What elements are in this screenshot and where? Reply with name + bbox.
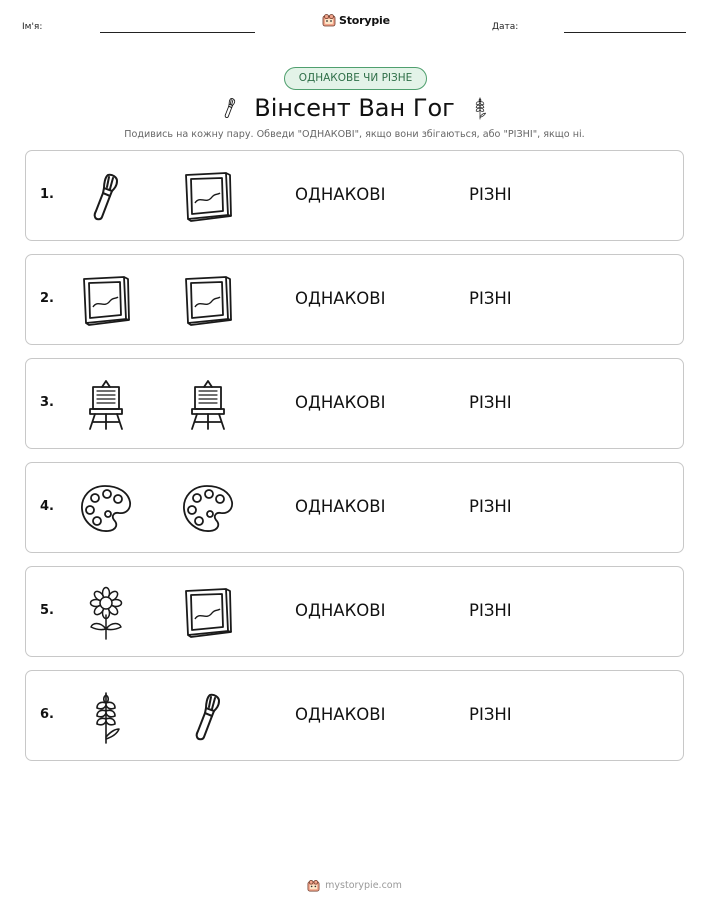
page-title: Вінсент Ван Гог (254, 94, 455, 122)
paintbrush-icon (180, 689, 236, 745)
canvas-frame-icon (180, 169, 236, 225)
same-option[interactable]: ОДНАКОВІ (295, 601, 386, 620)
question-row (25, 358, 684, 449)
question-row (25, 462, 684, 553)
mascot-icon (307, 879, 320, 892)
palette-icon (78, 481, 134, 537)
different-option[interactable]: РІЗНІ (469, 185, 512, 204)
question-row (25, 566, 684, 657)
row-number: 3. (40, 395, 54, 410)
category-tag: ОДНАКОВЕ ЧИ РІЗНЕ (284, 67, 427, 90)
footer (0, 879, 709, 892)
easel-icon (180, 377, 236, 433)
same-option[interactable]: ОДНАКОВІ (295, 705, 386, 724)
palette-icon (180, 481, 236, 537)
brand-name: Storypie (339, 13, 390, 27)
different-option[interactable]: РІЗНІ (469, 289, 512, 308)
footer-site[interactable]: mystorypie.com (325, 880, 402, 891)
row-number: 4. (40, 499, 54, 514)
different-option[interactable]: РІЗНІ (469, 497, 512, 516)
same-option[interactable]: ОДНАКОВІ (295, 289, 386, 308)
row-number: 6. (40, 707, 54, 722)
question-row (25, 670, 684, 761)
row-number: 5. (40, 603, 54, 618)
question-row (25, 150, 684, 241)
name-label: Ім'я: (22, 22, 43, 32)
canvas-frame-icon (180, 585, 236, 641)
different-option[interactable]: РІЗНІ (469, 393, 512, 412)
same-option[interactable]: ОДНАКОВІ (295, 393, 386, 412)
instructions: Подивись на кожну пару. Обведи "ОДНАКОВІ", якщо вони збігаються, або "РІЗНІ", якщо ні. (124, 129, 585, 140)
date-label: Дата: (492, 22, 519, 32)
mascot-icon (322, 13, 336, 27)
row-number: 2. (40, 291, 54, 306)
row-number: 1. (40, 187, 54, 202)
same-option[interactable]: ОДНАКОВІ (295, 185, 386, 204)
different-option[interactable]: РІЗНІ (469, 601, 512, 620)
wheat-icon (468, 92, 492, 124)
question-row (25, 254, 684, 345)
canvas-frame-icon (78, 273, 134, 329)
wheat-icon (78, 689, 134, 745)
name-line[interactable] (100, 32, 255, 33)
different-option[interactable]: РІЗНІ (469, 705, 512, 724)
canvas-frame-icon (180, 273, 236, 329)
worksheet-header (0, 0, 709, 40)
same-option[interactable]: ОДНАКОВІ (295, 497, 386, 516)
sunflower-icon (78, 585, 134, 641)
brand-logo (322, 13, 390, 27)
paintbrush-icon (78, 169, 134, 225)
date-line[interactable] (564, 32, 686, 33)
easel-icon (78, 377, 134, 433)
